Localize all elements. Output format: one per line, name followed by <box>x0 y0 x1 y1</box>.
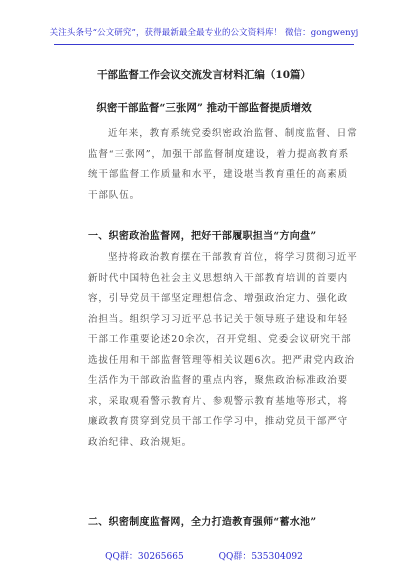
body-line: 廉政教育贯穿到党员干部工作学习中，推动党员干部严守 <box>88 416 349 427</box>
body-line: 政治纪律、政治规矩。 <box>88 436 193 448</box>
body-line: 选拔任用和干部监督管理等相关议题6次。把严肃党内政治 <box>88 354 355 366</box>
body-line: 干部工作重要论述20余次，召开党组、党委会议研究干部 <box>88 334 352 345</box>
intro-line: 干部队伍。 <box>88 189 141 201</box>
footer-qq-group-1: QQ群：30265665 <box>105 552 184 562</box>
section-heading-2: 二、织密制度监督网，全力打造教育强师“蓄水池” <box>88 517 317 528</box>
document-subtitle: 织密干部监督“三张网” 推动干部监督提质增效 <box>96 102 312 114</box>
intro-line: 近年来，教育系统党委织密政治监督、制度监督、日常 <box>108 128 358 139</box>
section-heading-1: 一、织密政治监督网，把好干部履职担当“方向盘” <box>88 231 317 242</box>
intro-paragraph <box>88 124 358 206</box>
footer-contacts <box>0 549 408 562</box>
body-line: 求，采取观看警示教育片、参观警示教育基地等形式，将 <box>88 395 349 407</box>
body-line: 新时代中国特色社会主义思想纳入干部教育培训的首要内 <box>88 272 349 284</box>
body-line: 容，引导党员干部坚定理想信念、增强政治定力、强化政 <box>88 293 349 304</box>
intro-line: 统干部监督工作质量和水平，建设堪当教育重任的高素质 <box>88 169 349 180</box>
header-divider <box>54 44 354 45</box>
document-title: 干部监督工作会议交流发言材料汇编（10篇） <box>96 69 312 81</box>
body-line: 坚持将政治教育摆在干部教育首位，将学习贯彻习近平 <box>108 252 358 263</box>
header-promo-note: 关注头条号“公文研究”，获得最新最全最专业的公文资料库！ 微信：gongwenyj <box>49 28 359 38</box>
body-line: 治担当。组织学习习近平总书记关于领导班子建设和年轻 <box>88 313 349 325</box>
body-line: 生活作为干部政治监督的重点内容，聚焦政治标准政治要 <box>88 375 349 386</box>
footer-qq-group-2: QQ群：535304092 <box>218 552 303 562</box>
intro-line: 监督“三张网”，加强干部监督制度建设，着力提高教育系 <box>88 148 350 160</box>
section-1-paragraph <box>88 248 358 453</box>
